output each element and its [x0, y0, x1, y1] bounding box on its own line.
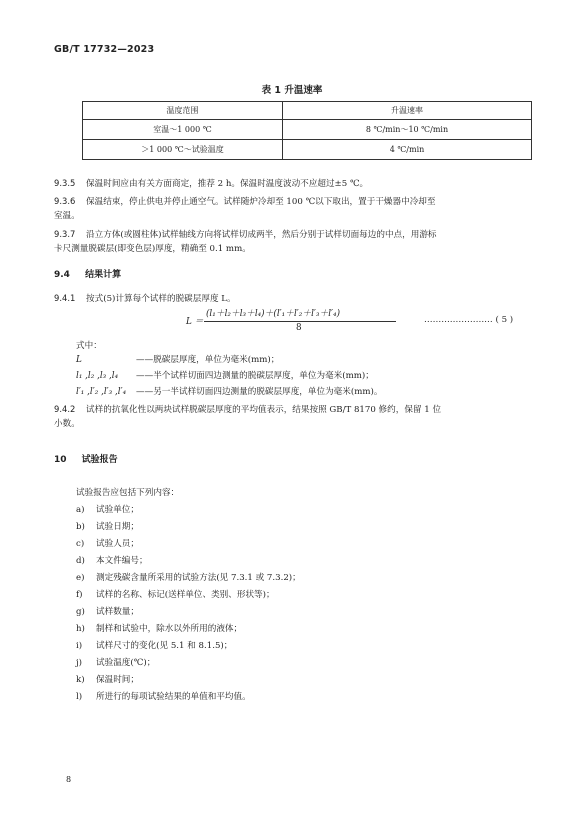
section-9-4-heading — [54, 267, 121, 280]
section-title: 结果计算 — [85, 270, 122, 280]
section-number: 10 — [54, 455, 67, 465]
where-symbol: L — [76, 355, 82, 365]
report-item — [76, 656, 155, 671]
item-text: 试验日期； — [96, 522, 139, 532]
item-text: 试样数量； — [96, 607, 139, 617]
item-text: 制样和试验中，除水以外所用的液体； — [96, 624, 243, 634]
report-item — [76, 673, 139, 688]
report-item — [76, 605, 139, 620]
item-label: e) — [76, 573, 85, 583]
item-label: a) — [76, 505, 85, 515]
item-text: 试样尺寸的变化(见 5.1 和 8.1.5)； — [96, 641, 233, 651]
item-text: 试验人员； — [96, 539, 139, 549]
table-header-row — [83, 102, 532, 120]
table-cell: 8 ℃/min～10 ℃/min — [283, 120, 532, 140]
formula-denominator: 8 — [296, 323, 302, 333]
item-text: 试样的名称、标记(送样单位、类别、形状等)； — [96, 590, 275, 600]
formula-numerator: (l₁＋l₂＋l₃＋l₄)＋(l′₁＋l′₂＋l′₃＋l′₄) — [206, 309, 341, 319]
clause-text: 保温结束，停止供电并停止通空气。试样随炉冷却至 100 ℃以下取出，置于干燥器中冷却至 — [86, 197, 436, 207]
report-item — [76, 537, 139, 552]
where-description: ——脱碳层厚度，单位为毫米(mm)； — [136, 355, 280, 365]
formula-lhs: L ＝ — [186, 317, 204, 327]
where-intro: 式中： — [76, 341, 102, 351]
report-item — [76, 520, 139, 535]
clause-text-continued: 卡尺测量脱碳层(即变色层)厚度，精确至 0.1 mm。 — [54, 244, 251, 254]
clause-text: 试样的抗氧化性以两块试样脱碳层厚度的平均值表示，结果按照 GB/T 8170 修约，保留 1 位 — [86, 405, 442, 415]
heating-rate-table — [82, 101, 532, 160]
clause-text-continued: 室温。 — [54, 211, 80, 221]
table-cell: 4 ℃/min — [283, 140, 532, 160]
clause-9-4-2 — [54, 402, 441, 418]
item-label: j) — [76, 658, 83, 668]
where-item — [76, 353, 279, 368]
clause-9-3-7 — [54, 227, 437, 243]
item-label: d) — [76, 556, 85, 566]
standard-header: GB/T 17732—2023 — [54, 44, 155, 55]
item-text: 测定残碳含量所采用的试验方法(见 7.3.1 或 7.3.2)； — [96, 573, 301, 583]
where-item — [76, 385, 382, 400]
item-text: 试验单位； — [96, 505, 139, 515]
clause-number: 9.4.1 — [54, 293, 76, 303]
where-description: ——另一半试样切面四边测量的脱碳层厚度，单位为毫米(mm)。 — [136, 387, 383, 397]
table-row — [83, 120, 532, 140]
clause-number: 9.3.7 — [54, 229, 76, 239]
item-label: g) — [76, 607, 85, 617]
item-text: 所进行的每项试验结果的单值和平均值。 — [96, 692, 251, 702]
clause-number: 9.4.2 — [54, 404, 76, 414]
table-cell: 室温～1 000 ℃ — [83, 120, 283, 140]
where-symbol: l′₁ ,l′₂ ,l′₃ ,l′₄ — [76, 387, 127, 397]
report-item — [76, 639, 232, 654]
item-label: f) — [76, 590, 83, 600]
page-number: 8 — [66, 775, 72, 784]
where-description: ——半个试样切面四边测量的脱碳层厚度，单位为毫米(mm)； — [136, 371, 374, 381]
report-item — [76, 503, 139, 518]
where-item — [76, 369, 374, 384]
table-row — [83, 140, 532, 160]
section-number: 9.4 — [54, 270, 70, 280]
item-label: i) — [76, 641, 83, 651]
clause-text: 沿立方体(或圆柱体)试样轴线方向将试样切成两半，然后分别于试样切面每边的中点，用游标 — [86, 230, 437, 240]
table-caption: 表 1 升温速率 — [261, 85, 323, 96]
equation-label: …………………… ( 5 ) — [424, 315, 514, 325]
item-label: b) — [76, 522, 85, 532]
clause-text: 保温时间应由有关方面商定，推荐 2 h。保温时温度波动不应超过±5 ℃。 — [86, 179, 369, 189]
clause-number: 9.3.6 — [54, 196, 76, 206]
report-item — [76, 554, 148, 569]
section-title: 试验报告 — [81, 455, 118, 465]
clause-9-3-6 — [54, 194, 436, 210]
table-cell: ＞1 000 ℃～试验温度 — [83, 140, 283, 160]
fraction-bar — [204, 321, 396, 322]
clause-text-continued: 小数。 — [54, 419, 80, 429]
report-item — [76, 622, 242, 637]
section-10-heading — [54, 452, 118, 465]
item-label: c) — [76, 539, 85, 549]
where-symbol: l₁ ,l₂ ,l₃ ,l₄ — [76, 371, 119, 381]
clause-9-3-5 — [54, 176, 368, 192]
table-header-cell: 温度范围 — [83, 102, 283, 120]
report-item — [76, 690, 251, 705]
item-label: h) — [76, 624, 85, 634]
item-text: 保温时间； — [96, 675, 139, 685]
item-label: l) — [76, 692, 83, 702]
item-text: 试验温度(℃)； — [96, 658, 156, 668]
report-item — [76, 588, 275, 603]
item-label: k) — [76, 675, 85, 685]
clause-9-4-1 — [54, 291, 236, 307]
report-item — [76, 571, 301, 586]
clause-number: 9.3.5 — [54, 178, 76, 188]
report-intro: 试验报告应包括下列内容： — [76, 488, 180, 498]
item-text: 本文件编号； — [96, 556, 148, 566]
clause-text: 按式(5)计算每个试样的脱碳层厚度 L。 — [86, 294, 236, 304]
table-header-cell: 升温速率 — [283, 102, 532, 120]
